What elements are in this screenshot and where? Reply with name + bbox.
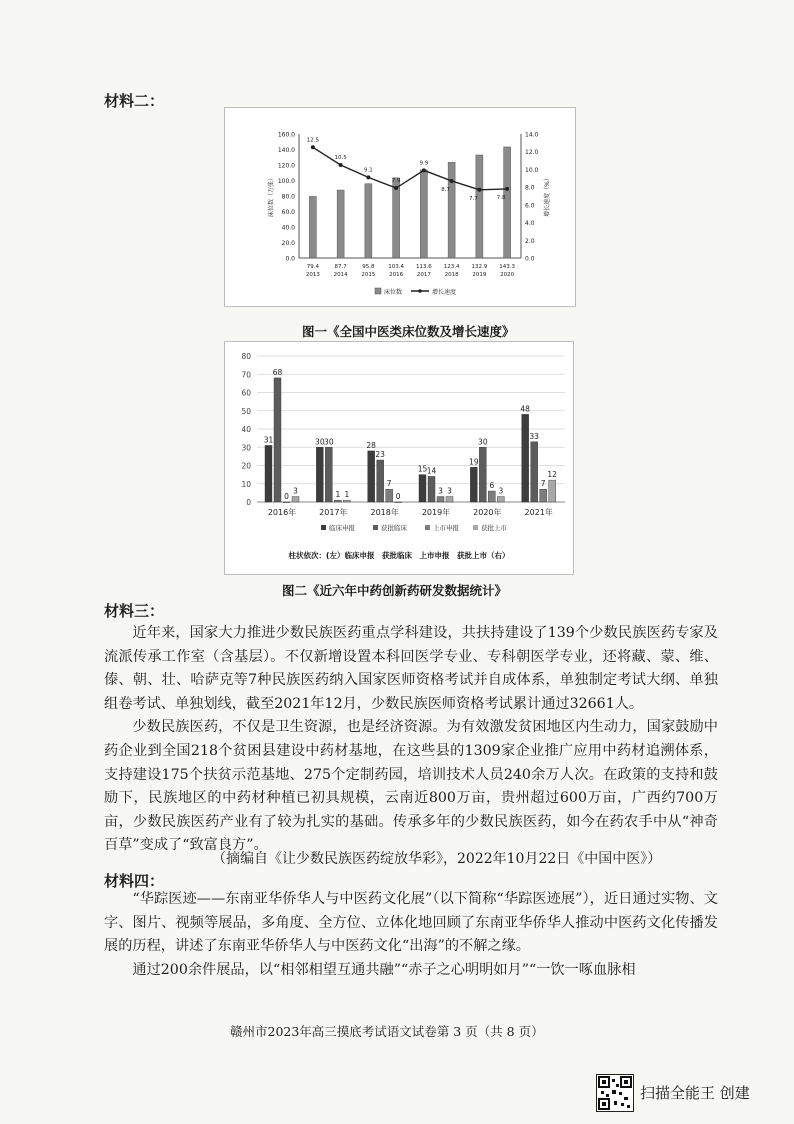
fig1-growth-label: 12.5 [306,137,319,144]
material-3-label: 材料三： [104,602,165,620]
fig2-bar-value-label: 30 [315,437,325,447]
fig2-bar-value-label: 0 [395,492,401,501]
fig1-growth-point [366,175,370,179]
fig1-xtick-label: 2018 [444,272,459,278]
fig2-xtick-label: 2021年 [524,508,553,517]
fig1-bar [448,162,455,258]
fig2-legend-label: 获批上市 [481,524,507,532]
fig2-bar [488,491,495,502]
fig2-legend-label: 临床申报 [329,524,355,532]
fig2-ytick-label: 20 [241,461,251,471]
fig2-bar [497,497,504,502]
fig1-xtick-label: 2017 [416,272,431,278]
fig1-legend-bar-label: 床位数 [384,289,403,296]
fig2-xtick-label: 2018年 [370,508,399,517]
fig2-ytick-label: 60 [241,388,251,398]
fig1-y2tick-label: 4.0 [525,220,535,228]
fig1-growth-label: 8.7 [441,186,450,193]
fig2-bar-value-label: 30 [324,437,334,447]
fig2-ytick-label: 10 [241,479,251,489]
fig1-ylabel: 床位数（万张） [268,174,275,218]
fig1-ytick-label: 40.0 [281,224,295,232]
fig2-bar [377,460,384,502]
scanner-watermark: 扫描全能王 创建 [640,1084,750,1102]
fig1-ytick-label: 120.0 [277,162,295,170]
fig2-bar-value-label: 7 [540,479,546,489]
fig2-bar [522,414,529,502]
fig2-bar [549,480,556,502]
fig2-bar [446,497,453,502]
fig1-xtick-label: 2015 [361,272,376,278]
fig2-bar [386,489,393,502]
fig2-ytick-label: 50 [241,406,251,416]
fig2-legend-swatch [425,525,430,530]
figure1-chart [224,107,576,307]
fig2-bar [334,500,341,502]
fig2-bar-value-label: 15 [417,464,428,474]
fig2-bar [428,476,435,502]
fig2-legend-swatch [321,525,326,530]
fig1-legend-bar-swatch [375,288,381,294]
figure1-svg [225,108,575,306]
material-3-paragraph-2: 少数民族医药，不仅是卫生资源，也是经济资源。为有效激发贫困地区内生动力，国家鼓励中药企业到全国218个贫困县建设中药材基地，在这些县的1309家企业推广应用中药材追溯体系，支持建设175个扶贫示范基地、275个定制药园，培训技术人员240余万人次。在政策的支持和鼓励下，民族地区的中药材种植已初具规模，云南近800万亩，贵州超过600万亩，广西约700万亩，少数民族医药产业有了较为扎实的基础。传承多年的少数民族医药，如今在药农手中从“神奇百草”变成了“致富良方”。 [104,719,718,854]
fig1-growth-point [339,163,343,167]
fig2-xtick-label: 2017年 [319,508,348,517]
fig2-legend-label: 上市申报 [433,524,459,532]
fig2-bar [292,497,299,502]
fig2-bar-value-label: 3 [498,486,504,496]
fig1-growth-point [422,168,426,172]
fig2-order-note: 柱状依次：(左）临床申报 获批临床 上市申报 获批上市（右） [288,551,510,560]
fig2-ytick-label: 40 [241,425,251,434]
fig2-bar-value-label: 12 [547,470,557,480]
fig1-bar [365,184,372,258]
fig2-bar-value-label: 3 [293,486,298,496]
material-4-body [104,888,718,982]
fig1-growth-label: 7.8 [496,194,506,201]
fig2-bar-value-label: 1 [335,490,341,500]
fig2-bar-value-label: 68 [272,367,283,377]
page-footer: 赣州市2023年高三摸底考试语文试卷第 3 页（共 8 页） [230,1024,544,1039]
material-3-source: （摘编自《让少数民族医药绽放华彩》，2022年10月22日《中国中医》） [212,851,662,867]
fig2-bar-value-label: 6 [489,481,495,491]
fig1-growth-point [477,188,481,192]
fig1-y2tick-label: 14.0 [525,131,539,139]
fig2-bar [531,442,538,502]
fig1-growth-point [450,179,454,183]
fig1-legend-line-marker [418,289,422,293]
fig2-legend-swatch [373,525,378,530]
fig2-bar [479,447,486,502]
fig2-bar-value-label: 3 [447,486,452,496]
fig2-bar [540,489,547,502]
fig1-xtick-label: 2016 [389,272,404,278]
fig1-xtick-label: 2013 [305,272,320,278]
fig2-bar-value-label: 33 [529,431,539,441]
figure2-chart [224,341,574,575]
fig1-growth-label: 10.5 [334,155,347,161]
fig2-bar [470,467,477,502]
fig1-bar [420,170,427,258]
fig2-xtick-label: 2019年 [421,508,451,517]
fig2-ytick-label: 30 [241,443,251,453]
fig1-growth-label: 7.9 [391,178,401,185]
fig2-bar [283,502,290,503]
fig2-bar-value-label: 23 [375,450,385,460]
fig2-bar [437,497,444,502]
fig2-bar [395,502,402,503]
fig1-bar-value-label: 87.7 [334,264,347,270]
fig1-xtick-label: 2020 [500,272,515,278]
fig2-bar-value-label: 48 [520,404,530,414]
fig2-xtick-label: 2016年 [267,508,297,517]
fig2-legend-label: 获批临床 [381,524,407,532]
fig1-growth-label: 9.1 [364,167,373,174]
fig1-y2tick-label: 6.0 [525,202,535,210]
fig2-bar [368,451,375,502]
fig2-bar [325,447,332,502]
fig2-bar-value-label: 0 [284,492,289,501]
fig1-y2tick-label: 12.0 [525,149,539,157]
fig1-growth-point [311,145,315,149]
figure2-svg [225,342,573,574]
fig1-ytick-label: 100.0 [277,178,295,185]
fig1-bar-value-label: 113.6 [416,264,432,270]
fig2-ytick-label: 0 [246,498,251,507]
fig1-growth-label: 9.9 [419,160,429,167]
fig2-bar-value-label: 28 [366,440,376,450]
fig1-xtick-label: 2019 [472,272,487,278]
fig2-ytick-label: 80 [241,352,251,361]
qr-code-icon [596,1074,634,1112]
fig1-y2tick-label: 8.0 [525,184,535,192]
fig1-ytick-label: 20.0 [281,240,295,247]
fig1-bar [309,196,316,258]
fig2-bar-value-label: 31 [263,435,274,445]
fig1-bar [504,147,511,258]
fig1-y2tick-label: 2.0 [525,237,535,245]
fig2-legend-swatch [473,525,478,530]
fig2-bar-value-label: 19 [469,457,479,467]
fig2-bar [343,500,350,502]
fig1-bar-value-label: 103.4 [388,264,404,270]
fig1-xtick-label: 2014 [333,272,348,278]
fig1-bar-value-label: 132.9 [471,264,488,270]
material-2-label: 材料二： [104,92,165,110]
fig1-bar-value-label: 143.3 [499,264,515,270]
fig2-ytick-label: 70 [241,370,251,380]
fig1-legend-line-label: 增长速度 [432,289,457,296]
fig1-ytick-label: 160.0 [277,131,295,139]
fig1-y2tick-label: 10.0 [525,166,539,174]
figure1-caption: 图一《全国中医类床位数及增长速度》 [302,324,515,339]
fig1-ytick-label: 0.0 [285,255,295,263]
fig1-growth-label: 7.7 [469,195,478,202]
fig1-bar [337,190,344,258]
material-4-paragraph-1: “华踪医迹——东南亚华侨华人与中医药文化展”（以下简称“华踪医迹展”），近日通过实物、文字、图片、视频等展品，多角度、全方位、立体化地回顾了东南亚华侨华人推动中医药文化传播发展的历程，讲述了东南亚华侨华人与中医药文化“出海”的不解之缘。 [104,891,718,955]
fig2-bar-value-label: 3 [438,486,443,496]
fig2-xtick-label: 2020年 [473,508,502,517]
material-4-paragraph-2: 通过200余件展品，以“相邻相望互通共融”“赤子之心明明如月”“一饮一啄血脉相 [132,961,636,978]
fig1-bar-value-label: 95.8 [362,264,375,270]
fig2-bar-value-label: 30 [478,437,488,447]
fig2-bar-value-label: 14 [426,466,437,476]
fig1-growth-point [505,187,509,191]
fig1-ytick-label: 80.0 [281,193,295,201]
material-3-paragraph-1: 近年来，国家大力推进少数民族医药重点学科建设，共扶持建设了139个少数民族医药专家及流派传承工作室（含基层）。不仅新增设置本科回医学专业、专科朝医学专业，还将藏、蒙、维、傣、朝、壮、哈萨克等7种民族医药纳入国家医师资格考试并自成体系，单独制定考试大纲、单独组卷考试、单独划线，截至2021年12月，少数民族医师资格考试累计通过32661人。 [104,625,718,712]
fig2-bar-value-label: 1 [344,490,350,500]
fig1-bar-value-label: 123.4 [443,264,460,270]
figure2-caption: 图二《近六年中药创新药研发数据统计》 [282,583,508,598]
fig2-bar [274,378,281,502]
fig2-bar [316,447,323,502]
fig1-growth-point [394,186,398,190]
fig2-bar [265,445,272,502]
material-4-label: 材料四： [104,872,165,890]
fig1-bar-value-label: 79.4 [306,264,319,270]
fig1-y2tick-label: 0.0 [525,255,535,263]
fig1-y2label: 增长速度（%） [544,175,551,217]
fig2-bar [419,475,426,502]
fig1-ytick-label: 140.0 [277,147,295,154]
fig2-bar-value-label: 7 [386,479,392,489]
fig1-bar [476,155,483,258]
fig1-ytick-label: 60.0 [281,209,295,216]
material-3-body [104,622,718,858]
